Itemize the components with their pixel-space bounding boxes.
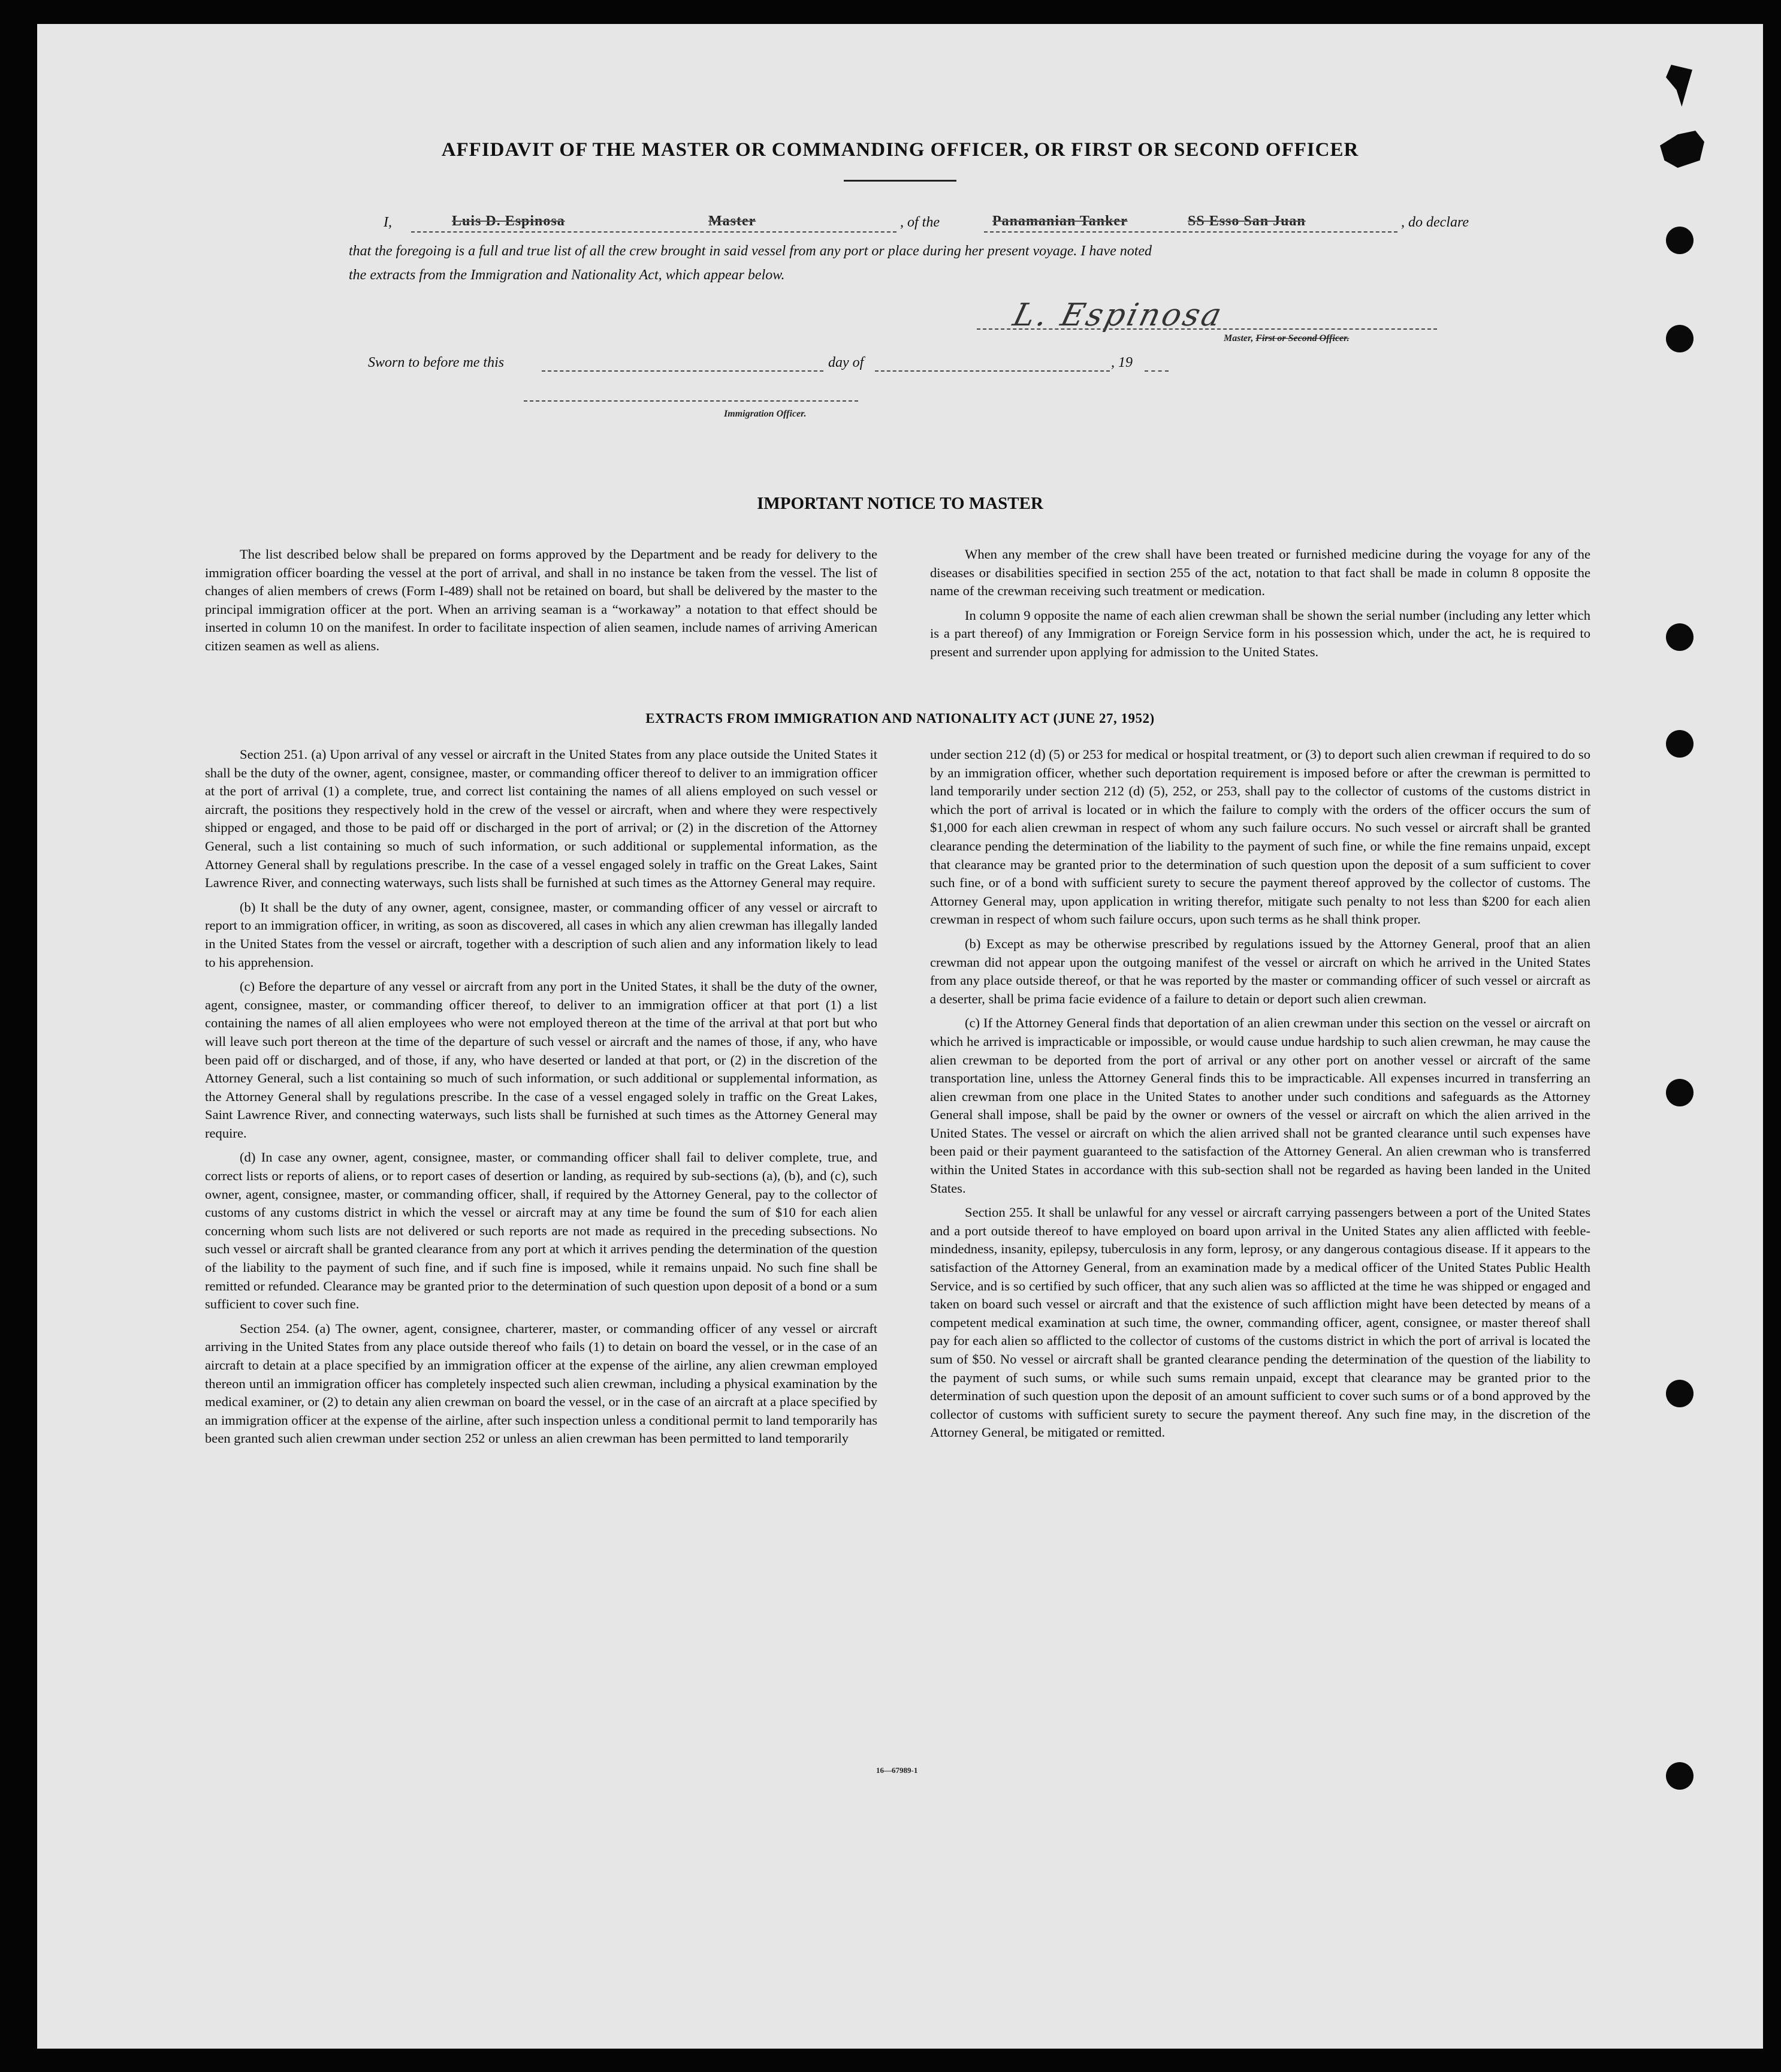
section-251-d: (d) In case any owner, agent, consignee, master, or commanding officer shall fail to deliver complete, true, and correct lists or reports of aliens, or to report cases of desertion or landing, as required by sub-sections (a), (b), and (c), such owner, agent, consignee, master, or commanding officer, shall, if required by the Attorney General, pay to the collector of customs of any customs district in which the vessel or aircraft may at any time be found the sum of $10 for each alien concerning whom such lists are not delivered or such reports are not made as required in the preceding subsections. No such vessel or aircraft shall be granted clearance from any port at which it arrives pending the determination of the question of the liability to the payment of such fine, and if such fine is imposed, while it remains unpaid. No such fine shall be remitted or refunded. Clearance may be granted prior to the determination of such question upon deposit of a bond or a sum sufficient to cover such fine.	[205, 1150, 877, 1312]
punch-hole	[1666, 623, 1694, 651]
document-page	[37, 24, 1763, 2049]
affidavit-i-label: I,	[384, 215, 392, 230]
punch-hole	[1666, 730, 1694, 758]
punch-hole	[1666, 227, 1694, 254]
notice-left-column	[205, 545, 877, 662]
notice-left-paragraph: The list described below shall be prepared on forms approved by the Department and be ready for delivery to the immigration officer boarding the vessel at the port of arrival, and shall in no instance be taken from the vessel. The list of changes of alien members of crews (Form I-489) shall not be retained on board, but shall be delivered by the master to the principal immigration officer at the port. When an arriving seaman is a “workaway” a notation to that effect should be inserted in column 10 on the manifest. In order to facilitate inspection of alien seamen, include names of arriving American citizen seamen as well as aliens.	[205, 547, 877, 653]
of-the-label: , of the	[900, 215, 940, 230]
punch-hole	[1666, 1380, 1694, 1407]
punch-hole	[1666, 325, 1694, 352]
affidavit-statement-line-2: the extracts from the Immigration and Nationality Act, which appear below.	[349, 267, 785, 283]
master-name-value: Luis D. Espinosa	[452, 213, 565, 229]
title-underline	[844, 180, 956, 182]
vessel-line	[984, 231, 1397, 233]
punch-hole	[1666, 1762, 1694, 1790]
immigration-officer-line	[524, 400, 858, 402]
notice-right-paragraph: When any member of the crew shall have been treated or furnished medicine during the voyage for any of the diseases or disabilities specified in section 255 of the act, notation to that fact shall be made in column 8 opposite the name of the crewman receiving such treatment or medication.	[930, 547, 1590, 599]
affidavit-statement-line-1: that the foregoing is a full and true list of all the crew brought in said vessel from any port or place during her present voyage. I have noted	[349, 243, 1152, 259]
punch-hole	[1666, 1079, 1694, 1106]
section-251-b: (b) It shall be the duty of any owner, agent, consignee, master, or commanding officer of any vessel or aircraft to report to an immigration officer, in writing, as soon as discovered, all cases in which any alien crewman has illegally landed in the United States from the vessel or aircraft, together with a description of such alien and any information likely to lead to his apprehension.	[205, 899, 877, 970]
extracts-left-column	[205, 746, 877, 1454]
vessel-type-value: Panamanian Tanker	[992, 213, 1128, 229]
year-label: , 19	[1111, 355, 1133, 370]
section-255: Section 255. It shall be unlawful for any vessel or aircraft carrying passengers between a port of the United States and a port outside thereof to have employed on board upon arrival in the United States any alien afflicted with feeble-mindedness, insanity, epilepsy, tuberculosis in any form, leprosy, or any dangerous contagious disease. If it appears to the satisfaction of the Attorney General, from an examination made by a medical officer of the United States Public Health Service, and is so certified by such officer, that any such alien was so afflicted at the time he was shipped or engaged and taken on board such vessel or aircraft and that the existence of such affliction might have been detected by means of a competent medical examination at such time, the owner, commanding officer, agent, consignee, or master thereof shall pay for each alien so afflicted to the collector of customs of the customs district in which the port of arrival is located the sum of $50. No vessel or aircraft shall be granted clearance pending the determination of the question of the liability to the payment of such sums, or while such sums remain unpaid, except that clearance may be granted prior to the determination of such question upon the deposit of an amount sufficient to cover such sums or of a bond approved by the collector of customs with sufficient surety to secure the payment thereof. Any such fine may, in the discretion of the Attorney General, be mitigated or remitted.	[930, 1205, 1590, 1440]
immigration-officer-caption: Immigration Officer.	[724, 409, 807, 419]
signature-caption-master: Master,	[1224, 333, 1256, 343]
affidavit-title: AFFIDAVIT OF THE MASTER OR COMMANDING OFFICER, OR FIRST OR SECOND OFFICER	[441, 139, 1359, 161]
signature-caption-struck: First or Second Officer.	[1255, 333, 1350, 343]
section-251-c: (c) Before the departure of any vessel or aircraft from any port in the United States, it shall be the duty of the owner, agent, consignee, master, or commanding officer thereof, to deliver to an immigration officer at that port (1) a list containing the names of all alien employees who were not employed thereon at the time of the arrival at that port but who will leave such port thereon at the time of the departure of such vessel or aircraft and the names of those, if any, who have been paid off or discharged, and of those, if any, who have deserted or landed at that port, or (2) in the discretion of the Attorney General, such a list containing so much of such information, or such additional or supplemental information, as the Attorney General shall by regulations prescribe. In the case of a vessel engaged solely in traffic on the Great Lakes, Saint Lawrence River, and connecting waterways, such lists shall be furnished at such times as the Attorney General may require.	[205, 979, 877, 1141]
master-rank-value: Master	[708, 213, 756, 229]
sworn-day-line	[542, 370, 823, 372]
notice-right-paragraph: In column 9 opposite the name of each alien crewman shall be shown the serial number (including any letter which is a part thereof) of any Immigration or Foreign Service form in his possession which, under the act, he is required to present and surrender upon applying for admission to the United States.	[930, 607, 1590, 659]
day-of-label: day of	[828, 355, 864, 370]
form-number: 16—67989-1	[876, 1766, 918, 1775]
signature-line	[977, 328, 1437, 330]
vessel-name-value: SS Esso San Juan	[1188, 213, 1306, 229]
notice-title: IMPORTANT NOTICE TO MASTER	[757, 494, 1043, 513]
section-251-a: Section 251. (a) Upon arrival of any vessel or aircraft in the United States from any place outside the United States it shall be the duty of the owner, agent, consignee, master, or commanding officer thereof to deliver to an immigration officer at the port of arrival (1) a complete, true, and correct list containing the names of all aliens employed on such vessel or aircraft, the positions they respectively hold in the crew of the vessel or aircraft, when and where they were respectively shipped or engaged, and those to be paid off or discharged in the port of arrival; or (2) in the discretion of the Attorney General, such a list containing so much of such information, or such additional or supplemental information, as the Attorney General shall by regulations prescribe. In the case of a vessel engaged solely in traffic on the Great Lakes, Saint Lawrence River, and connecting waterways, such lists shall be furnished at such times as the Attorney General may require.	[205, 747, 877, 891]
section-254-a: Section 254. (a) The owner, agent, consignee, charterer, master, or commanding officer of any vessel or aircraft arriving in the United States from any place outside thereof who fails (1) to detain on board the vessel, or in the case of an aircraft to detain at a place specified by an immigration officer at the expense of the airline, any alien crewman employed thereon until an immigration officer has completely inspected such alien crewman, including a physical examination by the medical examiner, or (2) to detain any alien crewman on board the vessel, or in the case of an aircraft at a place specified by an immigration officer at the expense of the airline, after such inspection unless a conditional permit to land temporarily has been granted such alien crewman under section 252 or unless an alien crewman has been permitted to land temporarily	[205, 1320, 878, 1446]
extracts-right-column	[930, 746, 1590, 1448]
signature-caption	[1224, 333, 1350, 344]
sworn-label: Sworn to before me this	[368, 355, 505, 370]
extracts-title: EXTRACTS FROM IMMIGRATION AND NATIONALITY ACT (JUNE 27, 1952)	[645, 711, 1155, 726]
name-line	[411, 231, 896, 233]
section-254-b: (b) Except as may be otherwise prescribed by regulations issued by the Attorney General, proof that an alien crewman did not appear upon the outgoing manifest of the vessel or aircraft on which he arrived in the United States from any place outside thereof, or that he was reported by the master or commanding officer of such vessel or aircraft as a deserter, shall be prima facie evidence of a failure to detain or deport such alien crewman.	[930, 936, 1590, 1006]
sworn-year-line	[1145, 370, 1169, 372]
section-254-c: (c) If the Attorney General finds that deportation of an alien crewman under this section on the vessel or aircraft on which he arrived is impracticable or impossible, or would cause undue hardship to such alien crewman, he may cause the alien crewman to be deported from the port of arrival or any other port on another vessel or aircraft of the same transportation line, unless the Attorney General finds this to be impracticable. All expenses incurred in transferring an alien crewman from one place in the United States to another under such conditions and safeguards as the Attorney General shall impose, shall be paid by the owner or owners of the vessel or aircraft on which the alien arrived in the United States. The vessel or aircraft on which the alien arrived shall not be granted clearance until such expenses have been paid or their payment guaranteed to the satisfaction of the Attorney General. An alien crewman who is transferred within the United States in accordance with this sub-section shall not be regarded as having been landed in the United States.	[930, 1015, 1590, 1196]
ink-blot-mark	[1666, 65, 1692, 107]
section-254-a-continued: under section 212 (d) (5) or 253 for medical or hospital treatment, or (3) to deport such alien crewman if required to do so by an immigration officer, whether such deportation requirement is imposed before or after the crewman is permitted to land temporarily under section 212 (d) (5), 252, or 253, shall pay to the collector of customs of the customs district in which the port of arrival is located or in which the failure to comply with the orders of the officer occurs the sum of $1,000 for each alien crewman in respect of whom any such failure occurs. No such vessel or aircraft shall be granted clearance pending the determination of the liability to the payment of such fine, or while the fine remains unpaid, except that clearance may be granted prior to the determination of such question upon the deposit of a sum sufficient to cover such fine, or of a bond with sufficient surety to secure the payment thereof approved by the collector of customs. The Attorney General may, upon application in writing therefor, mitigate such penalty to not less than $200 for each alien crewman in respect of whom such failure occurs, upon such terms as he shall think proper.	[930, 747, 1590, 927]
do-declare-label: , do declare	[1401, 215, 1469, 230]
notice-right-column	[930, 545, 1590, 668]
master-signature: L. Espinosa	[1009, 297, 1228, 333]
sworn-month-line	[875, 370, 1110, 372]
